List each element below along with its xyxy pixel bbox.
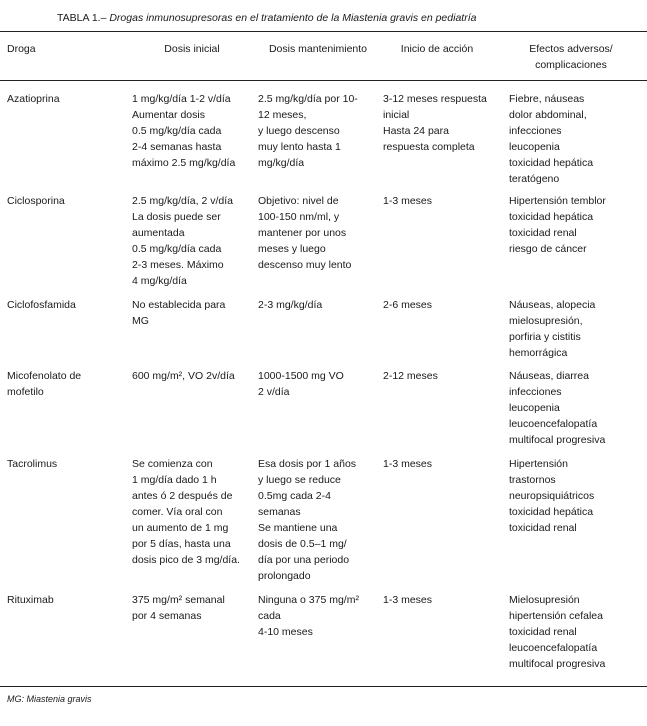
cell-line: infecciones: [509, 386, 562, 398]
cell-line: 2-4 semanas hasta: [132, 141, 222, 153]
cell-line: 4 mg/kg/día: [132, 275, 187, 287]
cell-line: leucoencefalopatía: [509, 418, 598, 430]
cell-line: mantener por unos: [258, 227, 347, 239]
header-rule: [0, 80, 647, 81]
table-cell-inicio: [383, 368, 438, 384]
table-cell-inicial: [132, 368, 235, 384]
table-cell-efectos: [509, 592, 605, 672]
cell-line: teratógeno: [509, 173, 560, 185]
cell-line: comer. Vía oral con: [132, 506, 223, 518]
table-cell-mantenimiento: [258, 456, 356, 584]
cell-line: riesgo de cáncer: [509, 243, 587, 255]
cell-line: mg/kg/día: [258, 157, 305, 169]
table-cell-inicial: [132, 456, 240, 568]
cell-line: aumentada: [132, 227, 185, 239]
column-header-line: complicaciones: [535, 59, 607, 71]
table-cell-mantenimiento: [258, 368, 344, 400]
cell-line: Hipertensión temblor: [509, 195, 606, 207]
table-cell-efectos: [509, 297, 595, 361]
cell-line: 2-3 mg/kg/día: [258, 299, 323, 311]
cell-line: Hipertensión: [509, 458, 568, 470]
cell-line: antes ó 2 después de: [132, 490, 233, 502]
cell-line: Micofenolato de: [7, 370, 82, 382]
cell-line: 2-6 meses: [383, 299, 433, 311]
cell-line: Esa dosis por 1 años: [258, 458, 357, 470]
cell-line: Objetivo: nivel de: [258, 195, 339, 207]
cell-line: No establecida para: [132, 299, 226, 311]
table-cell-mantenimiento: [258, 297, 322, 313]
table-cell-efectos: [509, 368, 605, 448]
table-cell-inicial: [132, 592, 225, 624]
cell-line: multifocal progresiva: [509, 434, 606, 446]
cell-line: y luego se reduce: [258, 474, 341, 486]
cell-line: 12 meses,: [258, 109, 307, 121]
cell-line: dolor abdominal,: [509, 109, 587, 121]
cell-line: hemorrágica: [509, 347, 568, 359]
column-header-efectos: [501, 41, 641, 73]
cell-line: 0.5 mg/kg/día cada: [132, 125, 222, 137]
table-cell-droga: [7, 368, 81, 400]
cell-line: semanas: [258, 506, 301, 518]
cell-line: toxicidad renal: [509, 626, 577, 638]
cell-line: Se comienza con: [132, 458, 213, 470]
cell-line: cada: [258, 610, 281, 622]
cell-line: Se mantiene una: [258, 522, 338, 534]
cell-line: 2 v/día: [258, 386, 290, 398]
cell-line: Náuseas, alopecia: [509, 299, 596, 311]
table-cell-efectos: [509, 456, 594, 536]
cell-line: 1 mg/día dado 1 h: [132, 474, 217, 486]
cell-line: toxicidad hepática: [509, 211, 594, 223]
table-cell-mantenimiento: [258, 91, 358, 171]
table-title: [57, 11, 476, 25]
cell-line: infecciones: [509, 125, 562, 137]
table-cell-inicio: [383, 297, 432, 313]
column-header-inicial: [122, 41, 262, 57]
cell-line: y luego descenso: [258, 125, 340, 137]
cell-line: máximo 2.5 mg/kg/día: [132, 157, 236, 169]
top-rule: [0, 31, 647, 32]
table-cell-inicial: [132, 297, 225, 329]
cell-line: 2.5 mg/kg/día, 2 v/día: [132, 195, 233, 207]
cell-line: Azatioprina: [7, 93, 60, 105]
cell-line: leucoencefalopatía: [509, 642, 598, 654]
table-cell-inicio: [383, 193, 432, 209]
cell-line: 600 mg/m², VO 2v/día: [132, 370, 235, 382]
cell-line: respuesta completa: [383, 141, 475, 153]
cell-line: mofetilo: [7, 386, 44, 398]
cell-line: 3-12 meses respuesta: [383, 93, 487, 105]
cell-line: Rituximab: [7, 594, 54, 606]
cell-line: 1000-1500 mg VO: [258, 370, 344, 382]
cell-line: 0.5 mg/kg/día cada: [132, 243, 222, 255]
table-cell-mantenimiento: [258, 193, 351, 273]
cell-line: 1-3 meses: [383, 594, 433, 606]
table-cell-inicio: [383, 456, 432, 472]
cell-line: 2.5 mg/kg/día por 10-: [258, 93, 358, 105]
cell-line: mielosupresión,: [509, 315, 583, 327]
table-cell-inicio: [383, 592, 432, 608]
cell-line: prolongado: [258, 570, 311, 582]
cell-line: 1-3 meses: [383, 195, 433, 207]
cell-line: descenso muy lento: [258, 259, 352, 271]
table-title-text: Drogas inmunosupresoras en el tratamiento de la Miastenia gravis en pediatría: [109, 12, 477, 24]
column-header-line: Inicio de acción: [400, 43, 474, 55]
column-header-inicio: [367, 41, 507, 57]
cell-line: por 5 días, hasta una: [132, 538, 231, 550]
table-cell-droga: [7, 193, 65, 209]
cell-line: meses y luego: [258, 243, 326, 255]
table-cell-efectos: [509, 193, 606, 257]
column-header-line: Dosis mantenimiento: [268, 43, 368, 55]
table-cell-mantenimiento: [258, 592, 359, 640]
cell-line: un aumento de 1 mg: [132, 522, 229, 534]
table-title-prefix: TABLA 1.–: [57, 12, 110, 24]
cell-line: 0.5mg cada 2-4: [258, 490, 331, 502]
table-cell-droga: [7, 91, 60, 107]
cell-line: toxicidad hepática: [509, 157, 594, 169]
cell-line: porfiria y cistitis: [509, 331, 581, 343]
cell-line: leucopenia: [509, 402, 560, 414]
cell-line: Tacrolimus: [7, 458, 58, 470]
table-cell-droga: [7, 456, 57, 472]
cell-line: 2-12 meses: [383, 370, 438, 382]
table-cell-droga: [7, 297, 76, 313]
column-header-droga: [7, 41, 36, 57]
cell-line: hipertensión cefalea: [509, 610, 603, 622]
cell-line: dosis de 0.5–1 mg/: [258, 538, 347, 550]
table-cell-inicial: [132, 91, 235, 171]
cell-line: Ninguna o 375 mg/m²: [258, 594, 359, 606]
cell-line: neuropsiquiátricos: [509, 490, 595, 502]
cell-line: trastornos: [509, 474, 556, 486]
column-header-line: Efectos adversos/: [529, 43, 613, 55]
cell-line: por 4 semanas: [132, 610, 202, 622]
column-header-line: Dosis inicial: [164, 43, 220, 55]
cell-line: dosis pico de 3 mg/día.: [132, 554, 240, 566]
cell-line: Ciclofosfamida: [7, 299, 76, 311]
footnote: MG: Miastenia gravis: [7, 694, 92, 704]
cell-line: Hasta 24 para: [383, 125, 449, 137]
cell-line: 1 mg/kg/día 1-2 v/día: [132, 93, 231, 105]
cell-line: toxicidad hepática: [509, 506, 594, 518]
cell-line: inicial: [383, 109, 410, 121]
cell-line: La dosis puede ser: [132, 211, 221, 223]
cell-line: 1-3 meses: [383, 458, 433, 470]
cell-line: toxicidad renal: [509, 227, 577, 239]
cell-line: día por una periodo: [258, 554, 350, 566]
table-cell-droga: [7, 592, 54, 608]
cell-line: Náuseas, diarrea: [509, 370, 589, 382]
cell-line: muy lento hasta 1: [258, 141, 341, 153]
cell-line: 2-3 meses. Máximo: [132, 259, 224, 271]
cell-line: 100-150 nm/ml, y: [258, 211, 340, 223]
bottom-rule: [0, 686, 647, 687]
table-cell-inicial: [132, 193, 233, 289]
table-cell-efectos: [509, 91, 593, 187]
table-cell-inicio: [383, 91, 487, 155]
cell-line: 4-10 meses: [258, 626, 313, 638]
column-header-line: Droga: [7, 43, 36, 55]
cell-line: 375 mg/m² semanal: [132, 594, 225, 606]
cell-line: Ciclosporina: [7, 195, 65, 207]
cell-line: Aumentar dosis: [132, 109, 205, 121]
cell-line: leucopenia: [509, 141, 560, 153]
cell-line: Fiebre, náuseas: [509, 93, 585, 105]
cell-line: multifocal progresiva: [509, 658, 606, 670]
cell-line: MG: [132, 315, 149, 327]
cell-line: toxicidad renal: [509, 522, 577, 534]
cell-line: Mielosupresión: [509, 594, 580, 606]
